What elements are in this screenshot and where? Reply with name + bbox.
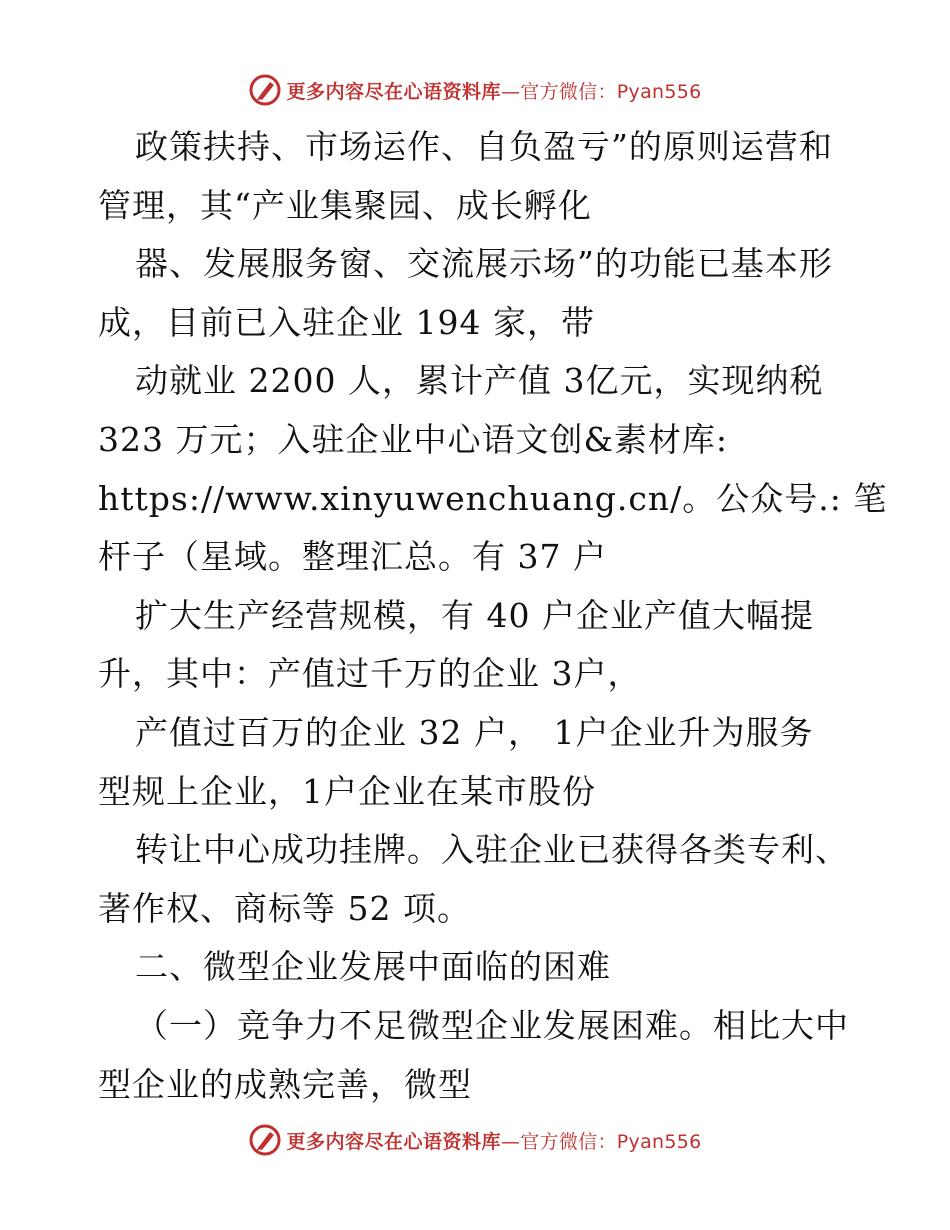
watermark-main-text: 更多内容尽在心语资料库	[286, 1130, 501, 1153]
text-line: 管理，其“产业集聚园、成长孵化	[98, 185, 592, 225]
text-line: 升，其中：产值过千万的企业 3户，	[98, 654, 642, 694]
watermark-contact-text: —官方微信：Pyan556	[500, 1130, 702, 1153]
watermark-header	[0, 70, 950, 110]
quill-pen-circle-icon	[248, 73, 282, 107]
watermark-footer	[0, 1120, 950, 1160]
watermark-main-text: 更多内容尽在心语资料库	[286, 80, 501, 103]
text-line: 产值过百万的企业 32 户， 1户企业升为服务	[135, 712, 814, 752]
quill-pen-circle-icon	[248, 1123, 282, 1157]
document-body	[98, 118, 888, 1114]
text-line: 著作权、商标等 52 项。	[98, 888, 471, 928]
text-line: 器、发展服务窗、交流展示场”的功能已基本形	[135, 244, 833, 284]
section-heading: 二、微型企业发展中面临的困难	[135, 947, 611, 987]
text-line: 转让中心成功挂牌。入驻企业已获得各类专利、	[135, 830, 849, 870]
text-line: 扩大生产经营规模，有 40 户企业产值大幅提	[135, 595, 814, 635]
text-line: 型规上企业，1户企业在某市股份	[98, 771, 596, 811]
text-line: 成，目前已入驻企业 194 家，带	[98, 302, 595, 342]
text-line: 杆子（星域。整理汇总。有 37 户	[98, 537, 607, 577]
text-line: 动就业 2200 人，累计产值 3亿元，实现纳税	[135, 361, 824, 401]
text-line-url: https://www.xinyuwenchuang.cn/。公众号.: 笔	[98, 478, 888, 518]
subsection-heading: （一）竞争力不足微型企业发展困难。相比大中	[135, 1005, 849, 1045]
watermark-contact-text: —官方微信：Pyan556	[500, 80, 702, 103]
text-line: 政策扶持、市场运作、自负盈亏”的原则运营和	[135, 127, 833, 166]
text-line: 型企业的成熟完善，微型	[98, 1064, 472, 1104]
text-line: 323 万元；入驻企业中心语文创&素材库:	[98, 419, 728, 459]
